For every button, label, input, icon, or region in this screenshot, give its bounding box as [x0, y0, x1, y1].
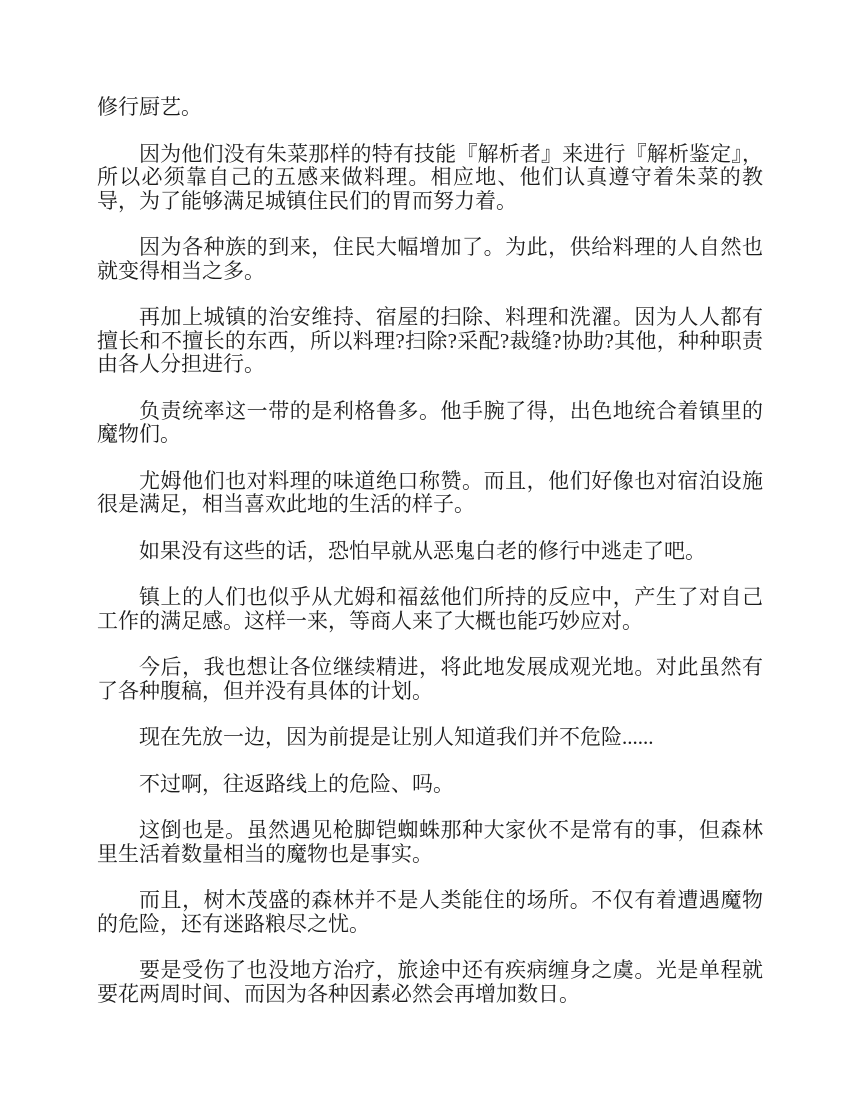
paragraph: 今后，我也想让各位继续精进，将此地发展成观光地。对此虽然有了各种腹稿，但并没有具体的计划。: [97, 655, 763, 703]
paragraph: 因为他们没有朱菜那样的特有技能『解析者』来进行『解析鉴定』，所以必须靠自己的五感来做料理。相应地、他们认真遵守着朱菜的教导，为了能够满足城镇住民们的胃而努力着。: [97, 141, 763, 213]
paragraph: 而且，树木茂盛的森林并不是人类能住的场所。不仅有着遭遇魔物的危险，还有迷路粮尽之忧。: [97, 888, 763, 936]
paragraph: 现在先放一边，因为前提是让别人知道我们并不危险......: [139, 725, 654, 749]
paragraph: 这倒也是。虽然遇见枪脚铠蜘蛛那种大家伙不是常有的事，但森林里生活着数量相当的魔物也是事实。: [97, 818, 763, 866]
paragraph: 负责统率这一带的是利格鲁多。他手腕了得，出色地统合着镇里的魔物们。: [97, 398, 763, 446]
paragraph: 不过啊，往返路线上的危险、吗。: [139, 771, 454, 796]
paragraph-container: [97, 96, 763, 1006]
paragraph: 修行厨艺。: [97, 95, 202, 119]
paragraph: 再加上城镇的治安维持、宿屋的扫除、料理和洗濯。因为人人都有擅长和不擅长的东西，所以料理?扫除?采配?裁缝?协助?其他，种种职责由各人分担进行。: [97, 305, 763, 376]
paragraph: 要是受伤了也没地方治疗，旅途中还有疾病缠身之虞。光是单程就要花两周时间、而因为各种因素必然会再增加数日。: [97, 958, 763, 1006]
paragraph: 如果没有这些的话，恐怕早就从恶鬼白老的修行中逃走了吧。: [139, 538, 706, 563]
paragraph: 镇上的人们也似乎从尤姆和福兹他们所持的反应中，产生了对自己工作的满足感。这样一来，等商人来了大概也能巧妙应对。: [97, 585, 763, 633]
paragraph: 尤姆他们也对料理的味道绝口称赞。而且，他们好像也对宿泊设施很是满足，相当喜欢此地的生活的样子。: [97, 468, 763, 516]
paragraph: 因为各种族的到来，住民大幅增加了。为此，供给料理的人自然也就变得相当之多。: [97, 235, 763, 283]
document-page: [97, 96, 763, 1029]
